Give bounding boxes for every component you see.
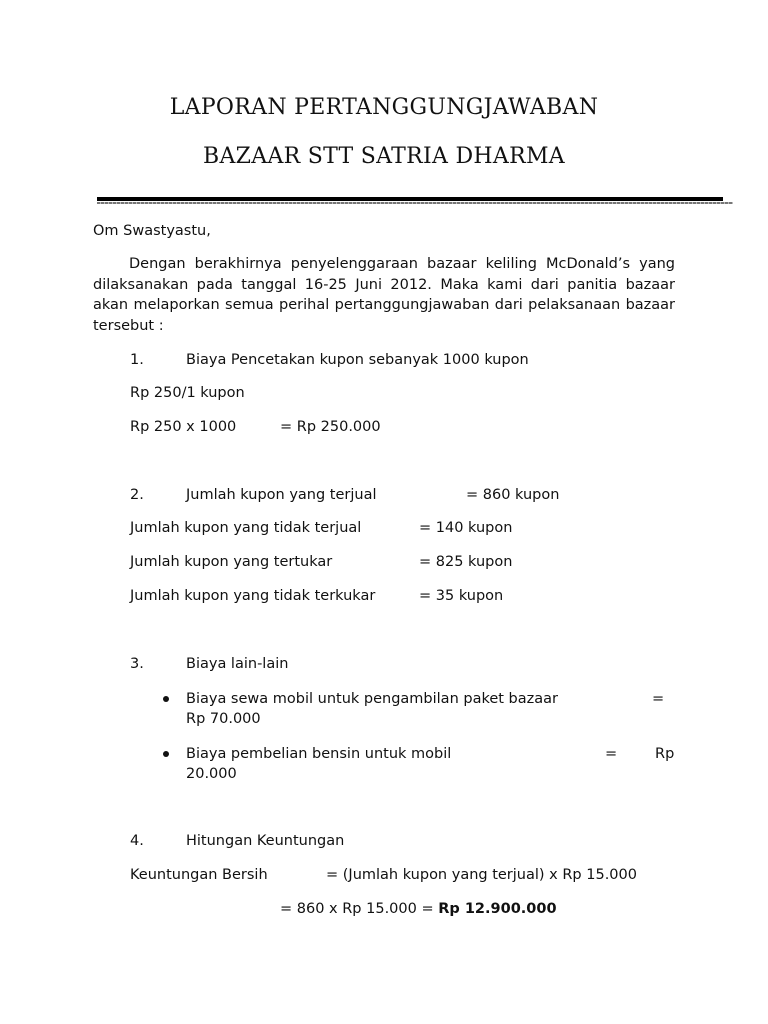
section2-row-label: Jumlah kupon yang tidak terjual [130, 520, 362, 536]
section2-row-label: Jumlah kupon yang tidak terkukar [130, 588, 376, 604]
bullet2-equals: = [605, 746, 618, 762]
bullet-icon [163, 751, 169, 757]
section2-row-label: Jumlah kupon yang terjual [186, 487, 377, 503]
section1-price: Rp 250/1 kupon [130, 385, 245, 401]
report-subtitle: BAZAAR STT SATRIA DHARMA [203, 144, 565, 169]
intro-text: Dengan berakhirnya penyelenggaraan bazaar keliling McDonald’s yang dilaksanakan pada tanggal 16-25 Juni 2012. Maka kami dari panitia bazaar akan melaporkan semua perihal pertanggungjawaban dari pelaksanaan bazaar tersebut : [93, 256, 675, 334]
report-title: LAPORAN PERTANGGUNGJAWABAN [169, 95, 599, 120]
section3-title: Biaya lain-lain [186, 656, 289, 672]
profit-label: Keuntungan Bersih [130, 867, 268, 883]
profit-result-prefix: = 860 x Rp 15.000 = [280, 901, 439, 917]
title-divider-shadow [97, 202, 733, 204]
bullet2-label: Biaya pembelian bensin untuk mobil [186, 746, 452, 762]
section4-number: 4. [130, 833, 144, 849]
section1-number: 1. [130, 352, 144, 368]
profit-result [280, 899, 557, 919]
section2-row-value: = 140 kupon [419, 520, 513, 536]
section2-number: 2. [130, 487, 144, 503]
section2-row-value: = 825 kupon [419, 554, 513, 570]
bullet1-equals: = [652, 691, 665, 707]
bullet-icon [163, 696, 169, 702]
bullet2-currency: Rp [655, 746, 675, 762]
intro-paragraph [93, 254, 675, 336]
section1-calc-label: Rp 250 x 1000 [130, 419, 237, 435]
section3-number: 3. [130, 656, 144, 672]
greeting: Om Swastyastu, [93, 223, 211, 239]
profit-result-value: Rp 12.900.000 [438, 901, 557, 917]
bullet1-label: Biaya sewa mobil untuk pengambilan paket bazaar [186, 691, 558, 707]
section4-title: Hitungan Keuntungan [186, 833, 345, 849]
section2-row-value: = 860 kupon [466, 487, 560, 503]
section1-title: Biaya Pencetakan kupon sebanyak 1000 kupon [186, 352, 529, 368]
section2-row-value: = 35 kupon [419, 588, 504, 604]
profit-formula: = (Jumlah kupon yang terjual) x Rp 15.000 [326, 867, 637, 883]
bullet2-value: 20.000 [186, 766, 237, 782]
section2-row-label: Jumlah kupon yang tertukar [130, 554, 333, 570]
section1-calc-value: = Rp 250.000 [280, 419, 381, 435]
bullet1-value: Rp 70.000 [186, 711, 261, 727]
title-divider [97, 197, 723, 201]
